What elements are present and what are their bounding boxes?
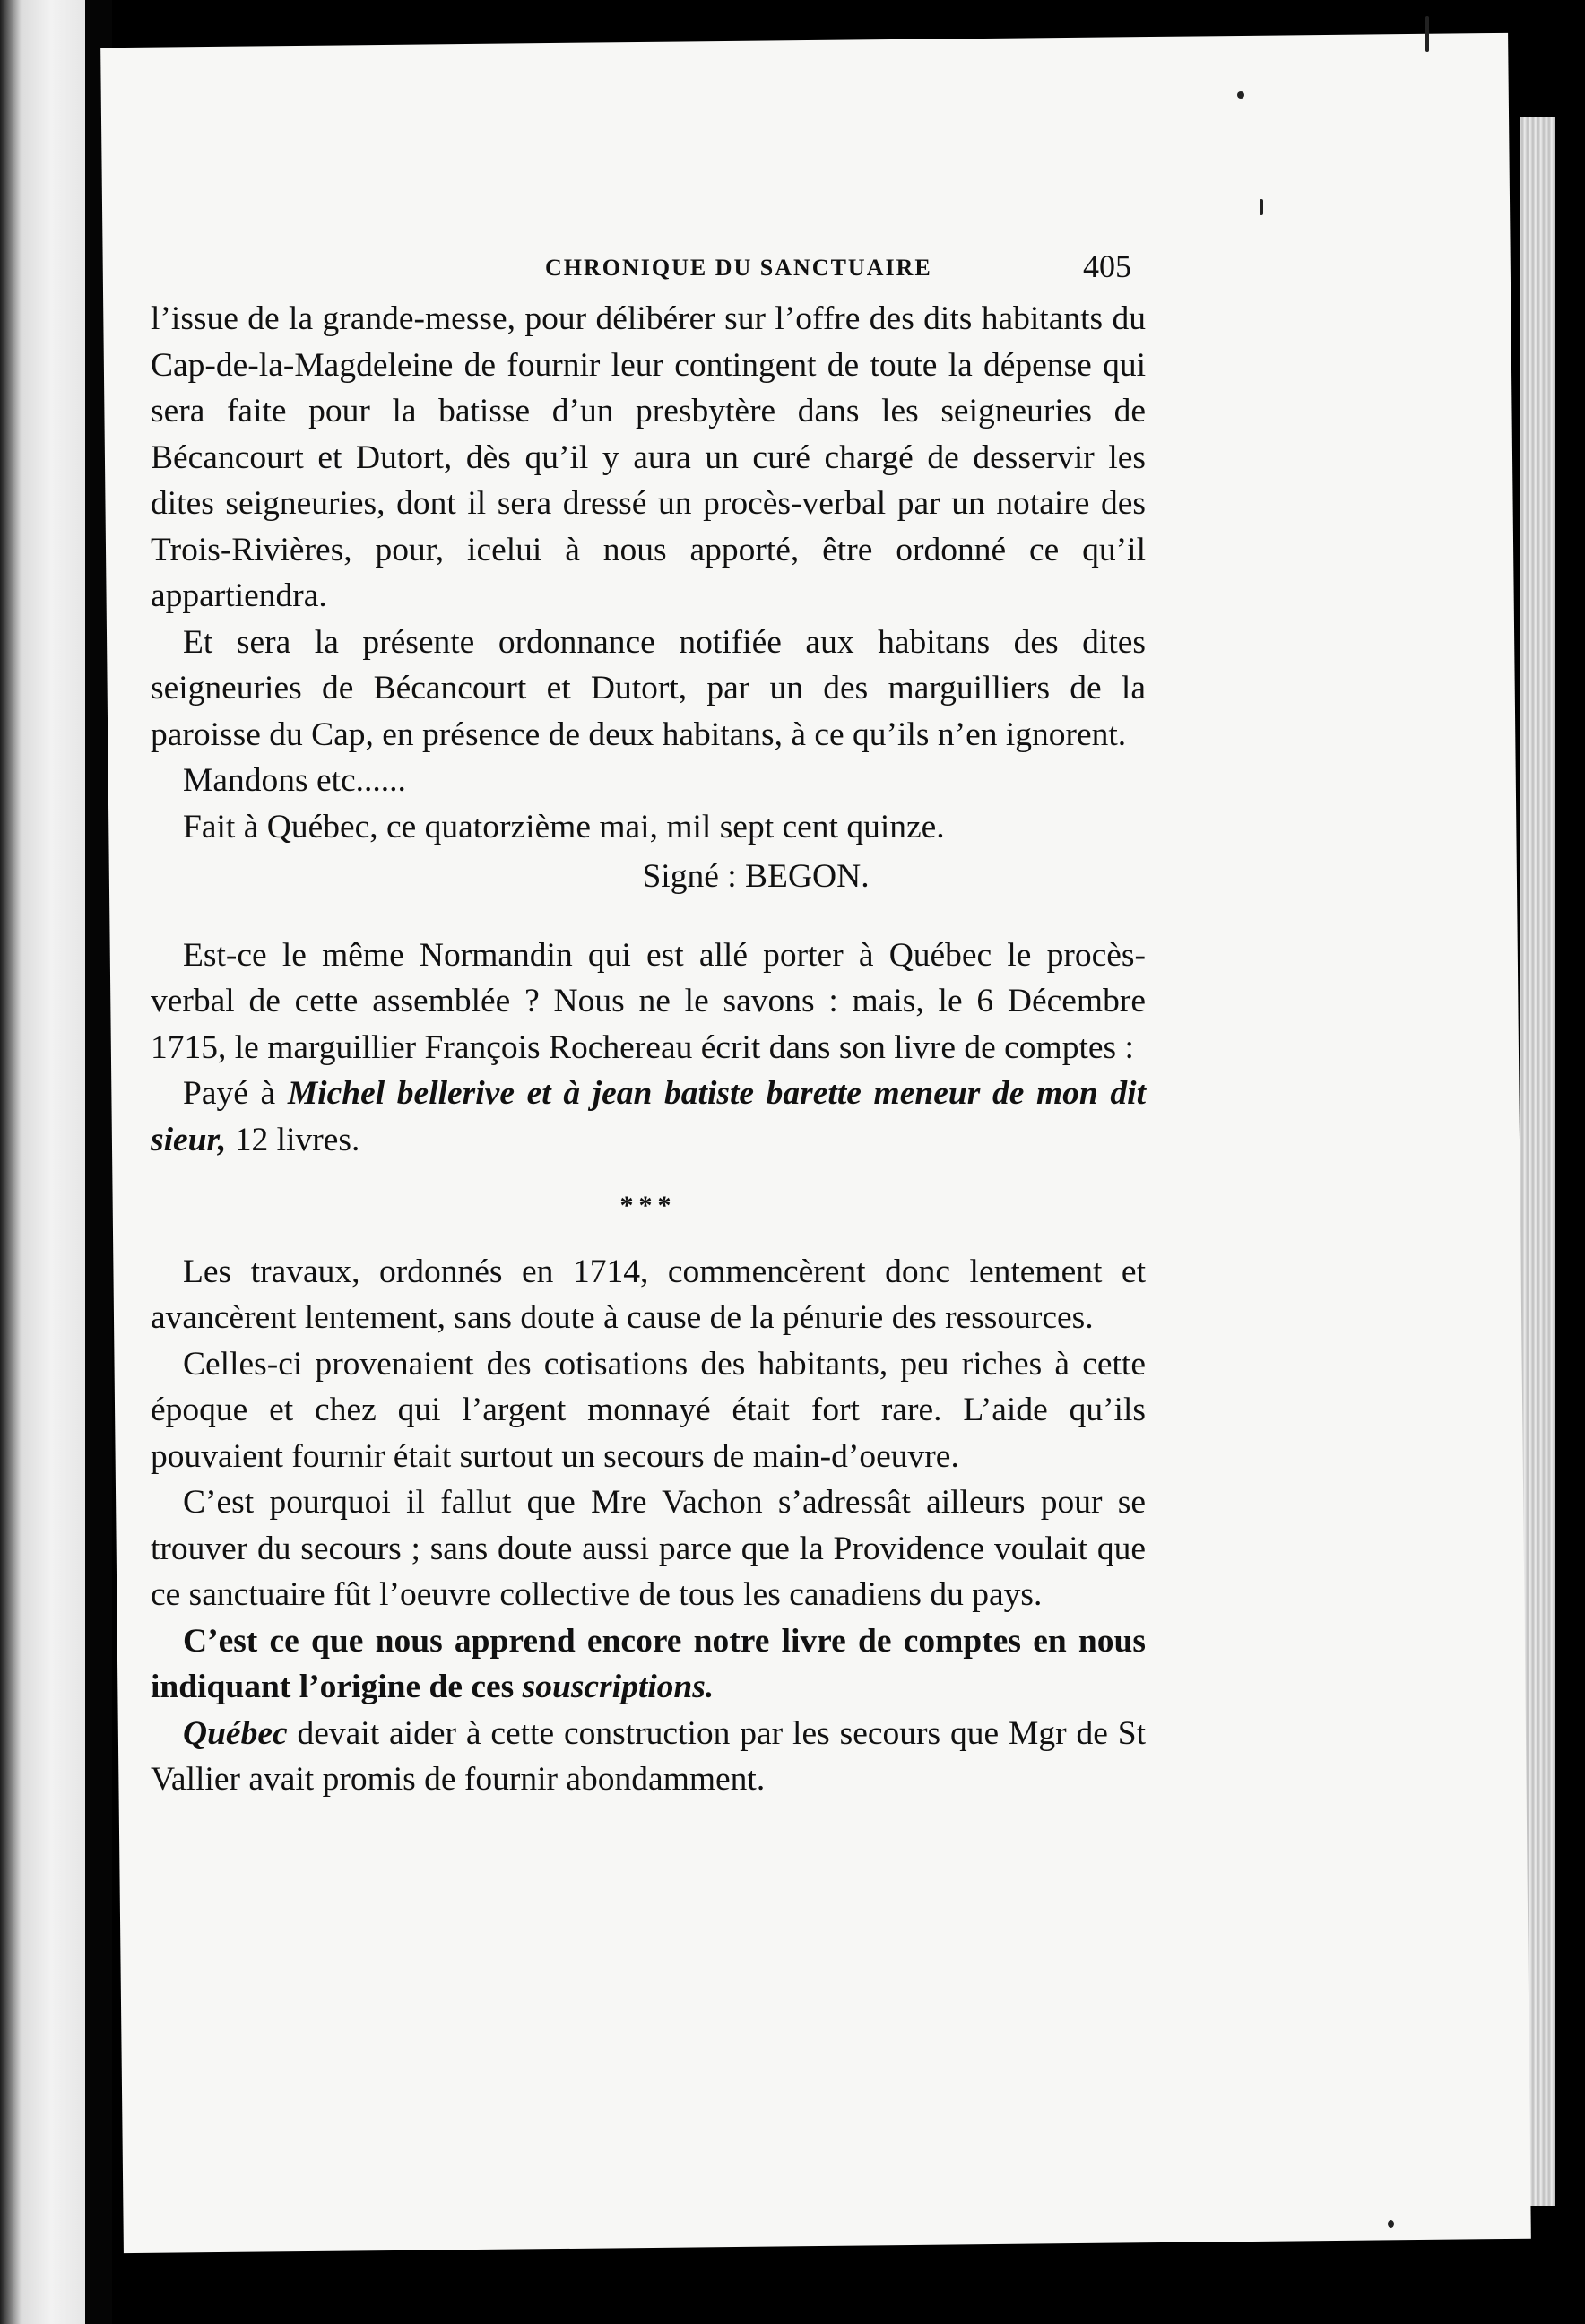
- souscriptions-italic: souscriptions.: [522, 1669, 715, 1705]
- paye-tail: 12 livres.: [226, 1121, 360, 1158]
- running-head-title: CHRONIQUE DU SANCTUAIRE: [545, 255, 932, 281]
- paye-italic-quote: Michel bellerive et à jean batiste barette meneur de mon dit sieur,: [151, 1075, 1146, 1158]
- scan-speck: [1260, 199, 1263, 215]
- paragraph-issue: l’issue de la grande-messe, pour délibérer sur l’offre des dits habitants du Cap-de-la-Magdeleine de fournir leur contingent de toute la dépense qui sera faite pour la batisse d’un presbytère dans les seigneuries de Bécancourt et Dutort, dès qu’il y aura un curé chargé de desservir les dites seigneuries, dont il sera dressé un procès-verbal par un notaire des Trois-Rivières, pour, icelui à nous apporté, être ordonné ce qu’il appartiendra.: [151, 300, 1146, 614]
- signature-line: Signé : BEGON.: [642, 858, 870, 895]
- facing-page-edge: [0, 0, 85, 2324]
- section-separator: ***: [619, 1191, 677, 1220]
- paragraph-quebec: [151, 1711, 1146, 1803]
- scan-speck: [1425, 16, 1429, 52]
- quebec-tail: devait aider à cette construction par les secours que Mgr de St Vallier avait promis de fournir abondamment.: [151, 1714, 1146, 1798]
- paye-lead: Payé à: [183, 1075, 288, 1112]
- paragraph-paye: [151, 1071, 1146, 1163]
- paragraph-normandin: Est-ce le même Normandin qui est allé porter à Québec le procès-verbal de cette assemblée ? Nous ne le savons : mais, le 6 Décembre 1715, le marguillier François Rochereau écrit dans son livre de comptes :: [151, 936, 1146, 1066]
- paragraph-ordonnance: Et sera la présente ordonnance notifiée aux habitans des dites seigneuries de Bécancourt et Dutort, par un des marguilliers de la paroisse du Cap, en présence de deux habitans, à ce qu’ils n’en ignorent.: [151, 623, 1146, 753]
- paragraph-fait-a-quebec: Fait à Québec, ce quatorzième mai, mil sept cent quinze.: [183, 808, 945, 845]
- paragraph-livre-de-comptes: [151, 1618, 1146, 1711]
- livre-lead: C’est ce que nous apprend encore notre livre de comptes en nous indiquant l’origine de ces: [151, 1622, 1146, 1705]
- running-head: [429, 247, 1325, 283]
- paragraph-vachon: C’est pourquoi il fallut que Mre Vachon s’adressât ailleurs pour se trouver du secours ; sans doute aussi parce que la Providence voulait que ce sanctuaire fût l’oeuvre collective de tous les canadiens du pays.: [151, 1484, 1146, 1613]
- scan-speck: [1388, 2220, 1394, 2228]
- page-body-text: [151, 296, 1146, 1803]
- paragraph-mandons: Mandons etc......: [183, 762, 406, 799]
- page-number: 405: [1083, 248, 1131, 284]
- scan-speck: [1237, 91, 1244, 99]
- paragraph-cotisations: Celles-ci provenaient des cotisations des habitants, peu riches à cette époque et chez qui l’argent monnayé était fort rare. L’aide qu’ils pouvaient fournir était surtout un secours de main-d’oeuvre.: [151, 1345, 1146, 1475]
- quebec-italic: Québec: [183, 1714, 288, 1752]
- paragraph-travaux: Les travaux, ordonnés en 1714, commencèrent donc lentement et avancèrent lentement, sans doute à cause de la pénurie des ressources.: [151, 1253, 1146, 1336]
